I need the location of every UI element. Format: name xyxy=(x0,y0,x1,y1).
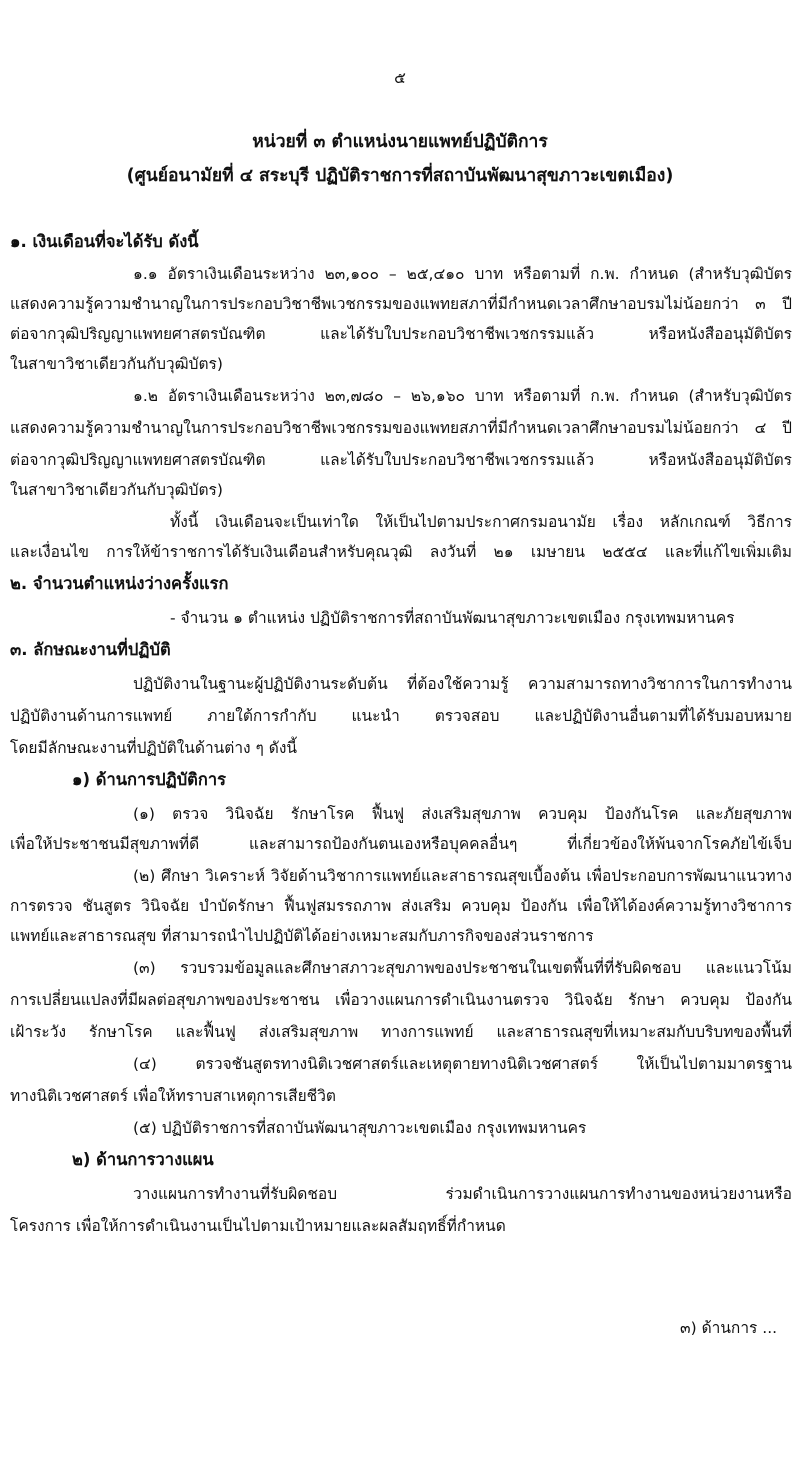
operations-item-4-line-1: (๔) ตรวจชันสูตรทางนิติเวชศาสตร์และเหตุตายทางนิติเวชศาสตร์ ให้เป็นไปตามมาตรฐาน xyxy=(133,1055,792,1073)
salary-1-2-line-3: ต่อจากวุฒิปริญญาแพทยศาสตรบัณฑิต และได้รับใบประกอบวิชาชีพเวชกรรมแล้ว หรือหนังสืออนุมัติบัตร xyxy=(10,451,792,469)
operations-item-5: (๕) ปฏิบัติราชการที่สถาบันพัฒนาสุขภาวะเขตเมือง กรุงเทพมหานคร xyxy=(133,1119,587,1137)
salary-note-line-1: ทั้งนี้ เงินเดือนจะเป็นเท่าใด ให้เป็นไปตามประกาศกรมอนามัย เรื่อง หลักเกณฑ์ วิธีการ xyxy=(170,513,792,531)
continuation-note: ๓) ด้านการ ... xyxy=(680,1319,778,1337)
operations-item-2-line-1: (๒) ศึกษา วิเคราะห์ วิจัยด้านวิชาการแพทย์และสาธารณสุขเบื้องต้น เพื่อประกอบการพัฒนาแนวทาง xyxy=(133,867,792,885)
page-title: หน่วยที่ ๓ ตำแหน่งนายแพทย์ปฏิบัติการ xyxy=(252,132,548,152)
salary-note-line-2: และเงื่อนไข การให้ข้าราชการได้รับเงินเดือนสำหรับคุณวุฒิ ลงวันที่ ๒๑ เมษายน ๒๕๕๔ และที่แก้ไขเพิ่มเติม xyxy=(10,543,792,561)
vacancy-line: - จำนวน ๑ ตำแหน่ง ปฏิบัติราชการที่สถาบันพัฒนาสุขภาวะเขตเมือง กรุงเทพมหานคร xyxy=(170,609,735,627)
planning-line-1: วางแผนการทำงานที่รับผิดชอบ ร่วมดำเนินการวางแผนการทำงานของหน่วยงานหรือ xyxy=(133,1185,792,1203)
planning-line-2: โครงการ เพื่อให้การดำเนินงานเป็นไปตามเป้าหมายและผลสัมฤทธิ์ที่กำหนด xyxy=(10,1217,506,1235)
salary-1-1-line-1: ๑.๑ อัตราเงินเดือนระหว่าง ๒๓,๑๐๐ – ๒๕,๔๑๐ บาท หรือตามที่ ก.พ. กำหนด (สำหรับวุฒิบัตร xyxy=(133,265,792,283)
salary-1-1-line-2: แสดงความรู้ความชำนาญในการประกอบวิชาชีพเวชกรรมของแพทยสภาที่มีกำหนดเวลาศึกษาอบรมไม่น้อยกว่า ๓ ปี xyxy=(10,295,792,313)
planning-heading: ๒) ด้านการวางแผน xyxy=(72,1150,214,1169)
duties-intro-line-2: ปฏิบัติงานด้านการแพทย์ ภายใต้การกำกับ แนะนำ ตรวจสอบ และปฏิบัติงานอื่นตามที่ได้รับมอบหมาย xyxy=(10,707,792,725)
section-1-heading: ๑. เงินเดือนที่จะได้รับ ดังนี้ xyxy=(10,232,199,251)
section-2-heading: ๒. จำนวนตำแหน่งว่างครั้งแรก xyxy=(10,574,229,593)
operations-item-4-line-2: ทางนิติเวชศาสตร์ เพื่อให้ทราบสาเหตุการเสียชีวิต xyxy=(10,1087,336,1105)
operations-heading: ๑) ด้านการปฏิบัติการ xyxy=(72,770,226,789)
section-3-heading: ๓. ลักษณะงานที่ปฏิบัติ xyxy=(10,640,171,659)
operations-item-1-line-2: เพื่อให้ประชาชนมีสุขภาพที่ดี และสามารถป้องกันตนเองหรือบุคคลอื่นๆ ที่เกี่ยวข้องให้พ้นจากโรคภัยไข้เจ็บ xyxy=(10,835,792,853)
operations-item-2-line-3: แพทย์และสาธารณสุข ที่สามารถนำไปปฏิบัติได้อย่างเหมาะสมกับภารกิจของส่วนราชการ xyxy=(10,927,594,945)
duties-intro-line-3: โดยมีลักษณะงานที่ปฏิบัติในด้านต่าง ๆ ดังนี้ xyxy=(10,739,298,757)
salary-1-2-line-1: ๑.๒ อัตราเงินเดือนระหว่าง ๒๓,๗๘๐ – ๒๖,๑๖๐ บาท หรือตามที่ ก.พ. กำหนด (สำหรับวุฒิบัตร xyxy=(133,387,792,405)
salary-1-2-line-2: แสดงความรู้ความชำนาญในการประกอบวิชาชีพเวชกรรมของแพทยสภาที่มีกำหนดเวลาศึกษาอบรมไม่น้อยกว่า ๔ ปี xyxy=(10,419,792,437)
page-number: ๕ xyxy=(394,69,406,87)
duties-intro-line-1: ปฏิบัติงานในฐานะผู้ปฏิบัติงานระดับต้น ที่ต้องใช้ความรู้ ความสามารถทางวิชาการในการทำงาน xyxy=(133,675,792,693)
page-subtitle: (ศูนย์อนามัยที่ ๔ สระบุรี ปฏิบัติราชการที่สถาบันพัฒนาสุขภาวะเขตเมือง) xyxy=(126,166,674,186)
operations-item-3-line-2: การเปลี่ยนแปลงที่มีผลต่อสุขภาพของประชาชน เพื่อวางแผนการดำเนินงานตรวจ วินิจฉัย รักษา ควบคุม ป้องกัน xyxy=(10,991,792,1009)
operations-item-3-line-1: (๓) รวบรวมข้อมูลและศึกษาสภาวะสุขภาพของประชาชนในเขตพื้นที่ที่รับผิดชอบ และแนวโน้ม xyxy=(133,959,792,977)
salary-1-2-line-4: ในสาขาวิชาเดียวกันกับวุฒิบัตร) xyxy=(10,481,223,499)
operations-item-3-line-3: เฝ้าระวัง รักษาโรค และฟื้นฟู ส่งเสริมสุขภาพ ทางการแพทย์ และสาธารณสุขที่เหมาะสมกับบริบทของพื้นที่ xyxy=(10,1023,792,1041)
operations-item-1-line-1: (๑) ตรวจ วินิจฉัย รักษาโรค ฟื้นฟู ส่งเสริมสุขภาพ ควบคุม ป้องกันโรค และภัยสุขภาพ xyxy=(133,805,792,823)
salary-1-1-line-3: ต่อจากวุฒิปริญญาแพทยศาสตรบัณฑิต และได้รับใบประกอบวิชาชีพเวชกรรมแล้ว หรือหนังสืออนุมัติบัตร xyxy=(10,325,792,343)
salary-1-1-line-4: ในสาขาวิชาเดียวกันกับวุฒิบัตร) xyxy=(10,355,223,373)
operations-item-2-line-2: การตรวจ ชันสูตร วินิจฉัย บำบัดรักษา ฟื้นฟูสมรรถภาพ ส่งเสริม ควบคุม ป้องกัน เพื่อให้ได้องค์ความรู้ทางวิชาการ xyxy=(10,897,792,915)
